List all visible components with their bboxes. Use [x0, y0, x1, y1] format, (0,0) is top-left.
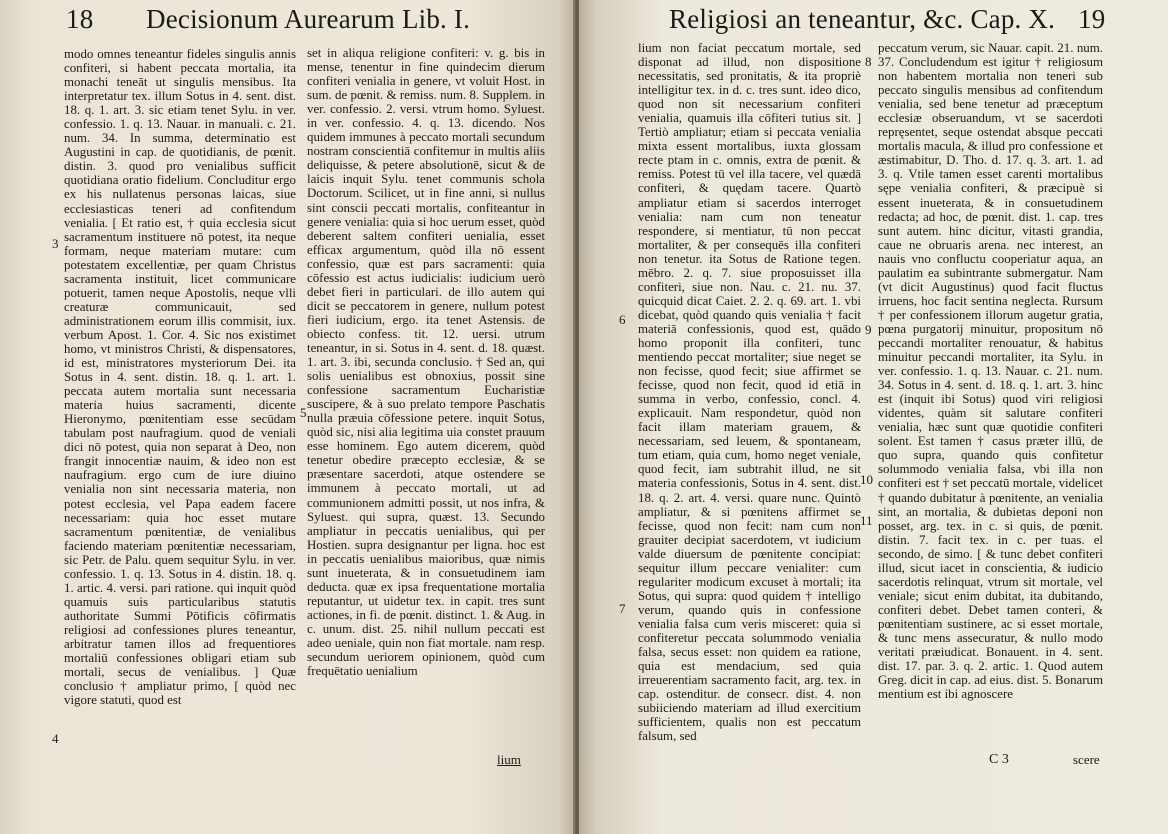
left-column-1-text: modo omnes teneantur fideles singulis annis confiteri, si habent peccata mortalia, ita monachi teneāt ut singulis mensibus. Ita interpretatur tex. illum Sotus in 4. sent. dist. 18. q. 1. art. 3. sic etiam tenet Sylu. in ver. confessio. 1. q. 13. Nauar. in manuali. c. 21. num. 34. In summa, determinatio est Augustini in cap. de quotidianis, de pœnit. distin. 3. quod pro venialibus sufficit quotidiana oratio fidelium. Concluditur ergo ex his nullatenus personas laicas, siue ecclesiasticas teneri ad confitendum venialia. [ Et ratio est, † quia ecclesia sicut sacramentum instituere nō potest, ita neque formam, neque materiam mutare: cum potestatem excellentiæ, per quam Christus sacramenta instituit, licet communicare potuerit, tamen neque Apostolis, neque vlli creaturæ communicauit, sed administrationem eorum illis commisit, iux. verbum Apost. 1. Cor. 4. Sic nos existimet homo, vt ministros Christi, & dispensatores, id est, ministratores mysteriorum Dei. ita Sotus in 4. sent. distin. 18. q. 1. art. 1. peccata autem mortalia sunt necessaria materia huius sacramenti, dicente Hieronymo, pœnitentiam esse secūdam tabulam post naufragium. quod de veniali dici nō potest, quia non separat à Deo, non frangit innocentiæ nauim, & ideo non est naufragium. ergo cum de iure diuino venialia non sint necessaria materia, non potest ecclesia, vel Papa eadem facere necessariam: quia hoc esset mutare sacramentum pœnitentiæ, de venialibus faciendo materiam pœnitentiæ necessariam, sic Petr. de Palu. quem sequitur Sylu. in ver. confessio. 1. q. 13. Sotus in 4. distin. 18. q. 1. artic. 4. versi. pari ratione. qui inquit quòd quamuis suis particularibus statutis authoritate Summi Pōtificis cōfirmatis religiosi ad confessiones plures teneantur, arbitratur tamen illos ad frequentiores mortaliū confessiones obligari etiam sub mortali, secus de venialibus. ] Quæ conclusio † ampliatur primo, [ quòd nec vigore statuti, quod est — [64, 47, 296, 708]
running-head-left: Decisionum Aurearum Lib. I. — [146, 4, 471, 34]
right-column-2-text: peccatum verum, sic Nauar. capit. 21. num. 37. Concludendum est igitur † religiosum non habentem mortalia non teneri sub peccato singulis mensibus ad confitendum venialia, sed bene tenetur ad præceptum ecclesiæ obseruandum, vt se sacerdoti repręsentet, seque ostendat absque peccati mortalis macula, & illud pro confessione et æstimabitur, D. Tho. d. 17. q. 3. art. 1. ad 3. q. Vtile tamen esset carenti mortalibus sępe venialia confiteri, & præcipuè si essent inueterata, & in consuetudinem redacta; ad hoc, de pœnit. dist. 1. cap. tres sunt autem. hinc dicitur, vitasti grandia, caue ne obruaris arena. nec interest, an nauis vno confluctu cooperiatur aqua, an paulatim ea subintrante submergatur. Nam (vt dicit Augustinus) quod facit fluctus irruens, hoc facit sentina neglecta. Rursum † per confessionem illorum augetur gratia, pœna purgatorij minuitur, propositum nō peccandi mortaliter renouatur, & habitus minuitur peccandi mortaliter, ita Sylu. in ver. confessio. 1. q. 13. Nauar. c. 21. num. 34. Sotus in 4. sent. d. 18. q. 1. art. 3. hinc est (inquit ibi Sotus) quod viri religiosi videntes, quàm sit salutare confiteri venialia, hæc sunt quæ quotidie confiteri solent. Est tamen † casus præter illū, de quo supra, quando quis confitetur solummodo venialia falsa, vbi illa non confiteri est † set peccatū mortale, videlicet † quando dubitatur à pœnitente, an venialia sint, an mortalia, & dubietas deponi non posset, arg. tex. in c. si quis, de pœnit. distin. 7. facit tex. in c. per tuas. el secondo, de simo. [ & tunc debet confiteri illud, sicut iacet in conscientia, & iudicio sacerdotis relinquat, vtrum sit mortale, vel veniale; sicut enim dubitat, ita dubitando, confiteri debet. Debet tamen conteri, & pœnitentiam sustinere, ac si esset mortale, & tunc mens assecuratur, & nullo modo veritati præiudicat. Bonauent. in 4. sent. dist. 17. par. 3. q. 2. artic. 1. Quod autem Greg. dicit in cap. ad eius. dist. 5. Bonarum mentium est ibi agnoscere — [878, 41, 1103, 702]
margin-number-6: 6 — [619, 312, 626, 327]
running-head-right: Religiosi an teneantur, &c. Cap. X. — [669, 4, 1056, 34]
margin-number-7: 7 — [619, 601, 626, 616]
right-column-1 — [638, 41, 861, 753]
right-column-2 — [878, 41, 1103, 753]
catchword-right: scere — [1073, 752, 1100, 767]
margin-number-3: 3 — [52, 236, 59, 251]
left-column-2-text: set in aliqua religione confiteri: v. g. bis in mense, tenentur in fine quindecim dierum confiteri venialia in genere, vt voluit Host. in sum. de pœnit. & remiss. num. 8. Supplem. in ver. confessio. 2. versi. vtrum homo. Syluest. in ver. confessio. 4. q. 13. dicendo. Nos quidem immunes à peccato mortali secundum nostram conscientiā confitemur in multis aliis deliquisse, & petere absolutionē, sicut & de laicis inquit Sylu. tenet communis schola Doctorum. Scilicet, ut in fine anni, si nullus sint conscii peccati mortalis, confiteantur in genere venialia: quia si hoc uerum esset, quòd deberent saltem confiteri uenialia, esset efficax argumentum, quòd illa nō essent confessio, quæ est pars sacramenti: quia cōfessio est actus iudicialis: iudicium uerò debet fieri in particulari. de illo autem qui dicit se peccatorem in genere, nullum potest fieri iudicium, ergo. ita tenet Astensis. de obiecto confess. tit. 12. uersi. utrum teneantur, in si. Sotus in 4. sent. d. 18. quæst. 1. art. 3. ibi, secunda conclusio. † Sed an, qui solis uenialibus est obnoxius, possit sine confessione sacramentum Eucharistiæ suscipere, & à suo prelato tempore Paschatis nulla præuia cōfessione petere. inquit Sotus, quòd sic, nisi alia legitima uia constet prauum esse hominem. Ego autem dicerem, quòd tenetur obedire præcepto ecclesiæ, & se præsentare sacerdoti, atque ostendere se immunem à peccato mortali, ut ad communionem admitti possit, ut nos infra, & Syluest. qui supra, quæst. 13. Secundo ampliatur in peccatis uenialibus, qui per Hostien. supra designantur per ligna. hoc est in peccatis uenialibus maioribus, quæ nimis sunt inueterata, & in consuetudinem iam deducta. quæ ex ipsa frequentatione mortalia reputantur, ut uidetur tex. in capit. tres sunt actiones, in fi. de pœnit. distinct. 1. & Aug. in c. unum. dist. 25. nihil nullum peccati est adeo ueniale, quin non fiat mortale. nam resp. secundum ueriorem opinionem, quòd cum frequētatio uenialium — [307, 46, 545, 679]
left-column-1 — [64, 47, 296, 769]
left-column-2 — [307, 46, 545, 769]
catchword-left: lium — [497, 752, 521, 767]
left-page — [0, 0, 576, 834]
margin-number-9: 9 — [865, 322, 872, 337]
signature-mark: C 3 — [989, 752, 1009, 767]
folio-right: 19 — [1078, 4, 1106, 34]
margin-number-10: 10 — [860, 472, 873, 487]
margin-number-11: 11 — [860, 513, 873, 528]
margin-number-5: 5 — [300, 405, 307, 420]
right-column-1-text: lium non faciat peccatum mortale, sed disponat ad illud, non dispositione necessitatis, sed pronitatis, & ita propriè intelligitur tex. in d. c. tres sunt. ideo dico, quod non sit necessarium confiteri venialia, quamuis illa cōfiteri tutius sit. ] Tertiò ampliatur; etiam si peccata venialia mixta essent mortalibus, iuxta glossam recte ptam in c. omnis, extra de pœnit. & remiss. Potest tū vel illa tacere, vel quædā confiteri, & quędam tacere. Quartò ampliatur etiam si sacerdos interroget venialia: nam cum non teneatur respondere, si mentiatur, tū non peccat mortaliter, & per consequēs illa confiteri non tenetur. ita Sotus de Ratione tegen. mēbro. 2. q. 7. siue proposuisset illa confiteri, siue non. Nau. c. 21. nu. 37. quicquid dicat Caiet. 2. 2. q. 69. art. 1. vbi dicebat, quòd quando quis venialia † facit materiā confessionis, quod est, quādo homo proponit illa confiteri, tunc mentiendo peccat mortaliter; siue neget se non fecisse, quod fecit; siue affirmet se fecisse, quod non fecit, quod id etiā in summa in verbo, confessio, concl. 4. explicauit. Nam respondetur, quòd non facit illam materiam grauem, & necessariam, sed leuem, & spontaneam, tum etiam, quia cum, homo neget veniale, quod fecit, iam subtrahit illud, ne sit materia confessionis, Sotus in 4. sent. dist. 18. q. 2. art. 4. versi. quare nunc. Quintò ampliatur, & si pœnitens affirmet se fecisse, quod non fecit: nam cum non grauiter decipiat sacerdotem, vt iudicium valde diuersum de pœnitente concipiat: sequitur illum peccare venialiter: cum regulariter modicum excuset à mortali; ita Sotus, qui supra: quod quidem † intelligo verum, quando quis in confessione venialia falsa cum veris misceret: quia si confiteretur peccata solummodo venialia falsa, secus esset: non quidem ea ratione, quia est mendacium, sed quia irreuerentiam sacramento facit, arg. tex. in cap. ostenditur. de consecr. dist. 4. non subiiciendo materiam ad illud exercitium sufficientem, qualis non est peccatum falsum, sed — [638, 41, 861, 744]
folio-left: 18 — [66, 4, 94, 34]
margin-number-8: 8 — [865, 54, 872, 69]
right-page — [579, 0, 1168, 834]
margin-number-4: 4 — [52, 731, 59, 746]
